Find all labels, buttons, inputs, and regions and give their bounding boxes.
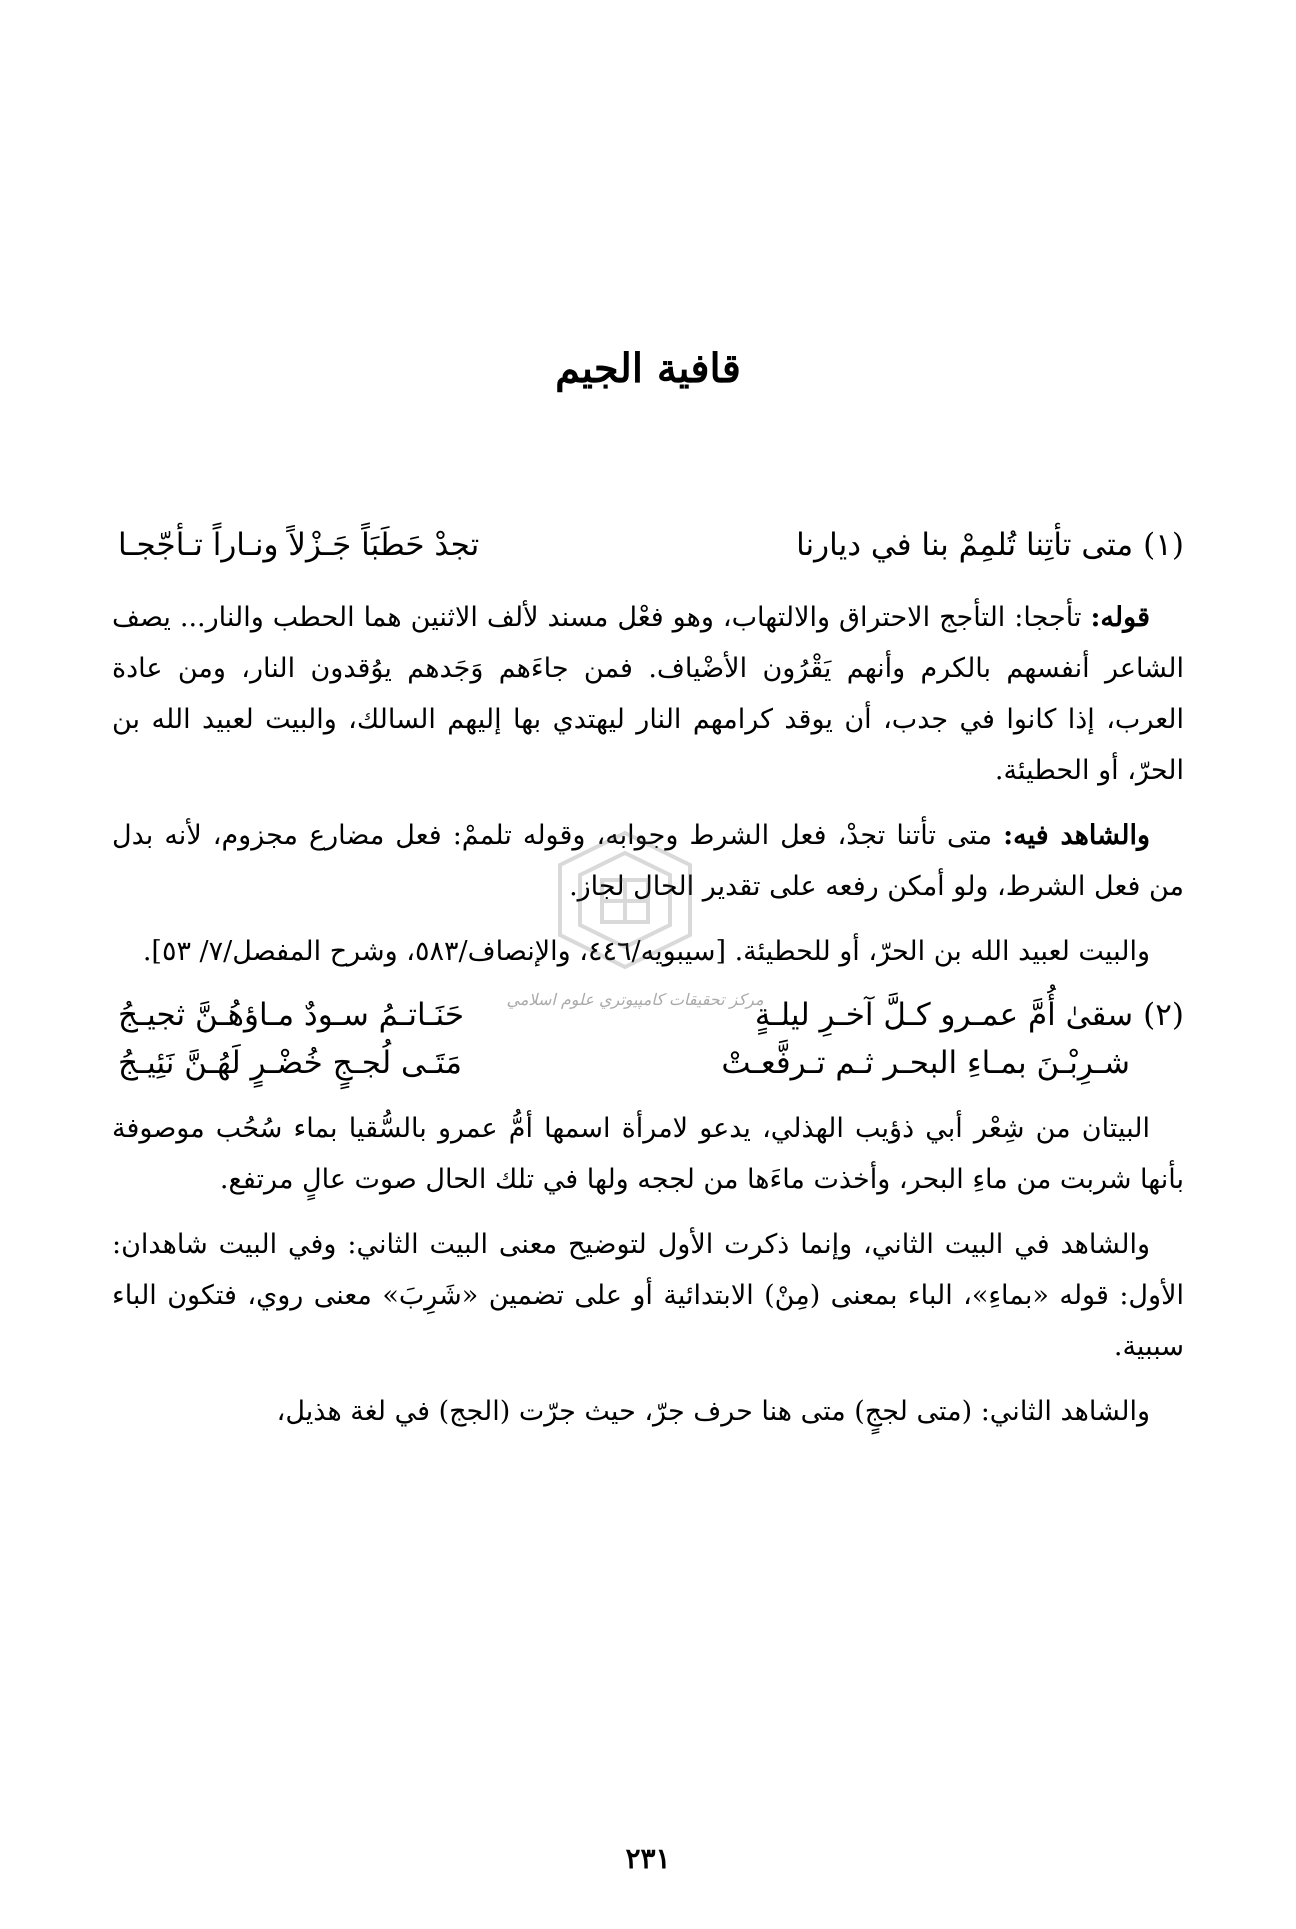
verse-1-line (112, 520, 1184, 570)
verse-2-line-2-first-hemistich: شـرِبْـنَ بمـاءِ البحـر ثـم تـرفَّعـتْ (721, 1045, 1130, 1081)
page-number: ٢٣١ (625, 1842, 671, 1875)
verse-2-line-1-first-group (755, 991, 1184, 1039)
watermark-emblem-icon (540, 825, 710, 975)
paragraph-2-text: متى تأتنا تجدْ، فعل الشرط وجوابه، وقوله تلممْ: فعل مضارع مجزوم، لأنه بدل من فعل الشرط، ولو أمكن رفعه على تقدير الحال لجاز. (112, 820, 1184, 902)
paragraph-2-lead: والشاهد فيه: (1003, 820, 1150, 851)
paragraph-1-text: تأججا: التأجج الاحتراق والالتهاب، وهو فعْل مسند لألف الاثنين هما الحطب والنار... يصف الشاعر أنفسهم بالكرم وأنهم يَقْرُون الأضْياف. فمن جاءَهم وَجَدهم يوُقدون النار، ومن عادة العرب، إذا كانوا في جدب، أن يوقد كرامهم النار ليهتدي بها إليهم السالك، والبيت لعبيد الله بن الحرّ، أو الحطيئة. (112, 602, 1184, 786)
verse-1-first-hemistich-group (796, 520, 1184, 570)
commentary-paragraph-6 (112, 1386, 1184, 1437)
verse-2-line-2 (112, 1039, 1184, 1087)
paragraph-1-lead: قوله: (1090, 602, 1150, 633)
verse-2-line-1-first-hemistich: سقىٰ أُمَّ عمـرو كـلَّ آخـرِ ليلـةٍ (754, 997, 1134, 1033)
verse-1-first-hemistich: متى تأتِنا تُلمِمْ بنا في ديارنا (796, 527, 1134, 563)
paragraph-4-text: البيتان من شِعْر أبي ذؤيب الهذلي، يدعو لامرأة اسمها أمُّ عمرو بالسُّقيا بماء سُحُب موصوفة بأنها شربت من ماءِ البحر، وأخذت ماءَها من لججه ولها في تلك الحال صوت عالٍ مرتفع. (112, 1113, 1184, 1195)
paragraph-3-text: والبيت لعبيد الله بن الحرّ، أو للحطيئة. [سيبويه/٤٤٦، والإنصاف/٥٨٣، وشرح المفصل/٧/ ٥٣]. (142, 936, 1150, 967)
watermark-caption: مركز تحقيقات كامپيوتري علوم اسلامي (506, 990, 764, 1009)
verse-1 (112, 520, 1184, 570)
verse-2-number: (٢) (1143, 997, 1184, 1033)
commentary-paragraph-4 (112, 1103, 1184, 1205)
commentary-paragraph-1 (112, 592, 1184, 796)
verse-2-line-1-second-hemistich: حَنَـاتـمُ سـودٌ مـاؤهُـنَّ ثجيـجُ (118, 997, 465, 1033)
verse-1-second-hemistich: تجدْ حَطَبَاً جَـزْلاً ونـاراً تـأجّجـا (118, 527, 480, 563)
paragraph-6-text: والشاهد الثاني: (متى لججٍ) متى هنا حرف جرّ، حيث جرّت (الجج) في لغة هذيل، (276, 1396, 1150, 1427)
paragraph-5-text: والشاهد في البيت الثاني، وإنما ذكرت الأول لتوضيح معنى البيت الثاني: وفي البيت شاهدان: الأول: قوله «بماءِ»، الباء بمعنى (مِنْ) الابتدائية أو على تضمين «شَرِبَ» معنى روي، فتكون الباء سببية. (112, 1229, 1184, 1362)
page-content (112, 520, 1184, 1451)
commentary-paragraph-5 (112, 1219, 1184, 1372)
chapter-title: قافية الجيم (555, 345, 741, 392)
verse-2-line-2-second-hemistich: مَتَـى لُجـجٍ خُضْـرٍ لَهُـنَّ نَئِيـجُ (118, 1045, 462, 1081)
verse-1-number: (١) (1143, 527, 1184, 563)
verse-2-line-2-first-group (721, 1039, 1184, 1087)
